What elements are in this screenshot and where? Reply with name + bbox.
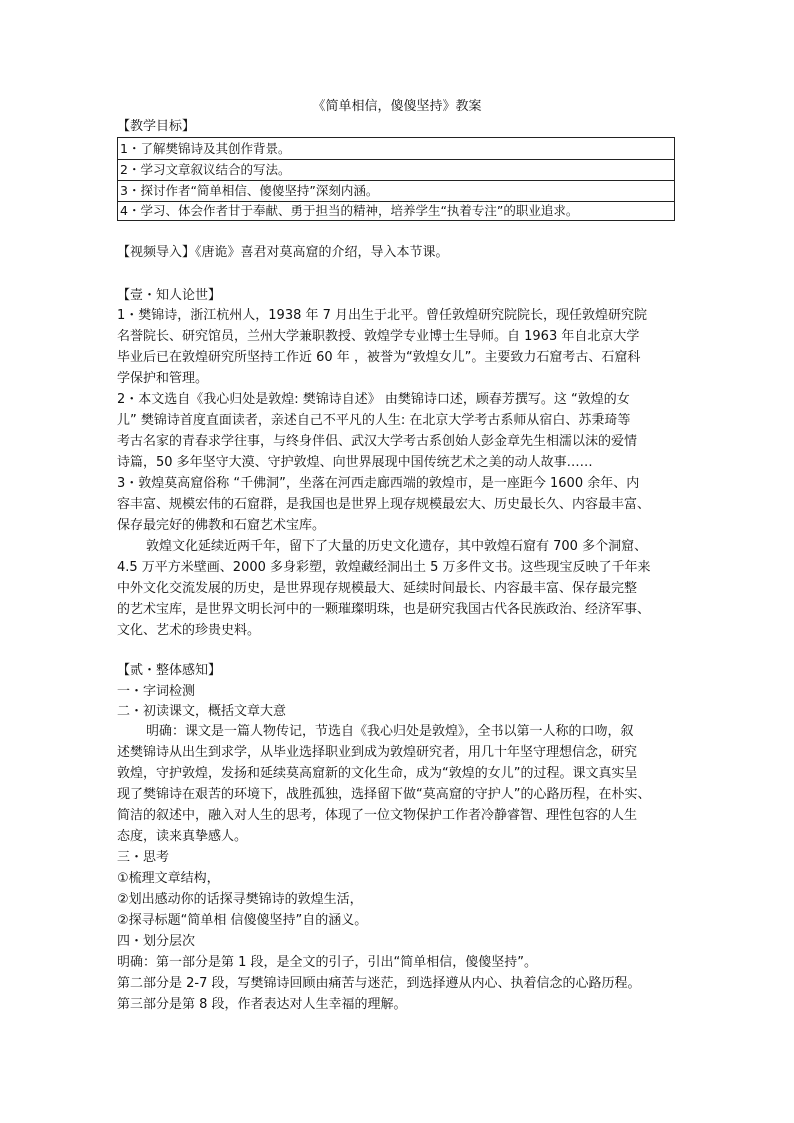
section2-heading: 【贰・整体感知】 <box>117 663 222 678</box>
goal-item: 2・学习文章叙议结合的写法。 <box>120 162 291 177</box>
document-title: 《简单相信，傻傻坚持》教案 <box>312 99 482 114</box>
paragraph-line: 述樊锦诗从出生到求学，从毕业选择职业到成为敦煌研究者，用几十年坚守理想信念，研究 <box>117 745 638 760</box>
goals-heading: 【教学目标】 <box>117 119 196 134</box>
section1-heading: 【壹・知人论世】 <box>117 288 222 303</box>
video-intro: 【视频导入】《唐诡》喜君对莫高窟的介绍，导入本节课。 <box>117 245 449 260</box>
paragraph-line: 文化、艺术的珍贵史料。 <box>117 623 261 638</box>
layer-line: 第三部分是第 8 段，作者表达对人生幸福的理解。 <box>117 997 407 1012</box>
paragraph-line: 明确：课文是一篇人物传记，节选自《我心归处是敦煌》，全书以第一人称的口吻，叙 <box>146 724 634 739</box>
paragraph-line: 的艺术宝库，是世界文明长河中的一颗璀璨明珠，也是研究我国古代各民族政治、经济军事、 <box>117 602 651 617</box>
goal-item: 4・学习、体会作者甘于奉献、勇于担当的精神，培养学生“执着专注”的职业追求。 <box>120 203 579 218</box>
paragraph-line: 简洁的叙述中，融入对人生的思考，体现了一位文物保护工作者冷静睿智、理性包容的人生 <box>117 808 638 823</box>
paragraph-line: 4.5 万平方米壁画、2000 多身彩塑，敦煌藏经洞出土 5 万多件文书。这些现宝反映了千年来 <box>117 560 651 575</box>
outline-item: 二・初读课文，概括文章大意 <box>117 704 287 719</box>
paragraph-line: 容丰富、规模宏伟的石窟群，是我国也是世界上现存规模最宏大、历史最长久、内容最丰富、 <box>117 497 651 512</box>
think-item: ②探寻标题“简单相 信傻傻坚持”自的涵义。 <box>117 913 368 928</box>
paragraph-line: 2・本文选自《我心归处是敦煌: 樊锦诗自述》 由樊锦诗口述，顾春芳撰写。这 “敦煌的女 <box>117 392 630 407</box>
paragraph-line: 学保护和管理。 <box>117 371 209 386</box>
paragraph-line: 1・樊锦诗，浙江杭州人，1938 年 7 月出生于北平。曾任敦煌研究院院长，现任敦煌研究院 <box>117 308 648 323</box>
outline-item: 三・思考 <box>117 850 170 865</box>
paragraph-line: 名誉院长、研究馆员，兰州大学兼职教授、敦煌学专业博士生导师。自 1963 年自北京大学 <box>117 329 640 344</box>
layer-line: 第二部分是 2-7 段，写樊锦诗回顾由痛苦与迷茫，到选择遵从内心、执着信念的心路历程。 <box>117 976 641 991</box>
paragraph-line: 毕业后已在敦煌研究所坚持工作近 60 年 ，被誉为“敦煌女儿”。主要致力石窟考古、石窟科 <box>117 350 641 365</box>
layer-line: 明确：第一部分是第 1 段，是全文的引子，引出“简单相信，傻傻坚持”。 <box>117 955 538 970</box>
outline-item: 四・划分层次 <box>117 934 196 949</box>
think-item: ①梳理文章结构， <box>117 871 220 886</box>
paragraph-line: 敦煌，守护敦煌，发扬和延续莫高窟新的文化生命，成为“敦煌的女儿”的过程。课文真实呈 <box>117 766 638 781</box>
paragraph-line: 中外文化交流发展的历史，是世界现存规模最大、延续时间最长、内容最丰富、保存最完整 <box>117 581 638 596</box>
think-item: ②划出感动你的话探寻樊锦诗的敦煌生活， <box>117 892 363 907</box>
outline-item: 一・字词检测 <box>117 684 196 699</box>
goal-item: 3・探讨作者“简单相信、傻傻坚持”深刻内涵。 <box>120 183 379 198</box>
goal-item: 1・了解樊锦诗及其创作背景。 <box>120 141 291 156</box>
paragraph-line: 敦煌文化延续近两千年，留下了大量的历史文化遗存，其中敦煌石窟有 700 多个洞窟、 <box>146 539 648 554</box>
paragraph-line: 诗篇，50 多年坚守大漠、守护敦煌、向世界展现中国传统艺术之美的动人故事…… <box>117 455 593 470</box>
paragraph-line: 保存最完好的佛教和石窟艺术宝库。 <box>117 518 326 533</box>
paragraph-line: 现了樊锦诗在艰苦的环境下，战胜孤独，选择留下做“莫高窟的守护人”的心路历程，在朴实、 <box>117 787 651 802</box>
paragraph-line: 3・敦煌莫高窟俗称 “千佛洞”，坐落在河西走廊西端的敦煌市，是一座距今 1600 余年、内 <box>117 476 640 491</box>
paragraph-line: 儿” 樊锦诗首度直面读者，亲述自己不平凡的人生: 在北京大学考古系师从宿白、苏秉琦等 <box>117 413 631 428</box>
goals-table <box>117 137 675 221</box>
paragraph-line: 态度，读来真挚感人。 <box>117 829 248 844</box>
paragraph-line: 考古名家的青春求学往事，与终身伴侣、武汉大学考古系创始人彭金章先生相濡以沫的爱情 <box>117 434 638 449</box>
